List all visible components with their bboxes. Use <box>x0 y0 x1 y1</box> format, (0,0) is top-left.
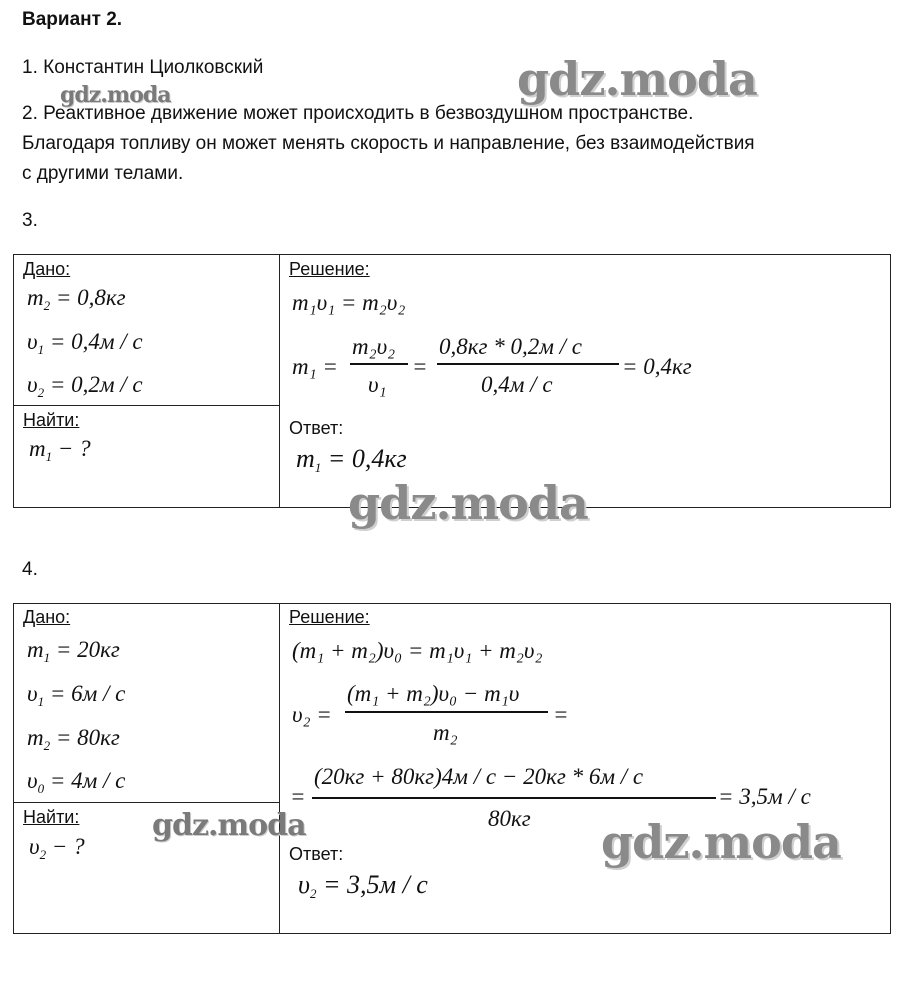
problem-3-equation-1: m₁υ₁ = m₂υ₂ <box>292 290 406 315</box>
answer-2-line-3: с другими телами. <box>22 163 184 184</box>
problem-3-find: $m_1$ − ? <box>29 436 91 464</box>
problem-3-fraction-1-denominator: υ₁ <box>368 372 387 397</box>
problem-4-fraction-2-numerator: (20кг + 80кг)4м / с − 20кг * 6м / с <box>314 764 644 789</box>
problem-4-equation-3-result: = 3,5м / с <box>718 784 811 809</box>
problem-3-fraction-2-denominator: 0,4м / с <box>481 372 553 397</box>
problem-4-answer-label: Ответ: <box>289 844 344 864</box>
problem-3-given-divider <box>13 405 280 406</box>
problem-4-given-1: $m_1 = 20кг$ <box>27 637 120 665</box>
problem-4-equation-2-lhs: υ₂ = <box>292 702 332 727</box>
problem-3-fraction-2-numerator: 0,8кг * 0,2м / с <box>439 334 583 359</box>
problem-4-fraction-1-denominator: m₂ <box>433 720 458 745</box>
variant-title: Вариант 2. <box>22 9 123 30</box>
problem-4-number: 4. <box>22 559 38 580</box>
problem-4-equation-1: (m₁ + m₂)υ₀ = m₁υ₁ + m₂υ₂ <box>292 638 543 663</box>
problem-4-fraction-1-bar <box>345 711 548 713</box>
problem-3-answer: $m_1 = 0,4кг$ <box>296 444 407 475</box>
problem-3-divider <box>279 254 280 508</box>
watermark-middle: gdz.moda <box>348 476 588 530</box>
problem-3-equation-2-result: = 0,4кг <box>622 354 692 379</box>
problem-3-given-3: $\upsilon_2 = 0,2м / с$ <box>27 372 143 400</box>
watermark-top-left: gdz.moda <box>60 82 171 108</box>
problem-4-find: $\upsilon_2$ − ? <box>29 834 85 862</box>
problem-4-given-2: $\upsilon_1 = 6м / с$ <box>27 681 126 709</box>
problem-3-fraction-1-bar <box>350 363 408 365</box>
problem-4-answer: $\upsilon_2 = 3,5м / с$ <box>298 870 428 901</box>
problem-4-equation-2-tail: = <box>553 702 569 727</box>
problem-4-divider <box>279 603 280 934</box>
problem-4-given-label: Дано: <box>23 607 71 627</box>
problem-4-fraction-1-numerator: (m₁ + m₂)υ₀ − m₁υ <box>347 681 520 706</box>
problem-3-given-1: $m_2 = 0,8кг$ <box>27 285 126 313</box>
watermark-bottom-right: gdz.moda <box>601 815 841 869</box>
problem-3-number: 3. <box>22 210 38 231</box>
problem-3-given-2: $\upsilon_1 = 0,4м / с$ <box>27 329 143 357</box>
problem-3-table <box>13 254 891 508</box>
answer-2-line-2: Благодаря топливу он может менять скорость и направление, без взаимодействия <box>22 133 755 154</box>
problem-4-equation-3-lead: = <box>290 784 306 809</box>
watermark-top-right: gdz.moda <box>517 52 757 106</box>
problem-4-given-4: $\upsilon_0 = 4м / с$ <box>27 768 126 796</box>
problem-3-given-label: Дано: <box>23 259 71 279</box>
problem-4-given-3: $m_2 = 80кг$ <box>27 725 120 753</box>
watermark-bottom-left: gdz.moda <box>152 808 306 843</box>
problem-3-equation-2-lhs: m₁ = <box>292 354 338 379</box>
problem-3-equation-2-equals: = <box>412 354 428 379</box>
problem-4-solution-label: Решение: <box>289 607 370 627</box>
problem-4-find-label: Найти: <box>23 807 80 827</box>
answer-2-line-1: 2. Реактивное движение может происходить в безвоздушном пространстве. <box>22 103 694 124</box>
problem-3-solution-label: Решение: <box>289 259 370 279</box>
problem-3-fraction-2-bar <box>437 363 619 365</box>
problem-4-given-divider <box>13 802 280 803</box>
problem-3-answer-label: Ответ: <box>289 418 344 438</box>
answer-1: 1. Константин Циолковский <box>22 57 264 78</box>
problem-3-find-label: Найти: <box>23 410 80 430</box>
problem-4-fraction-2-denominator: 80кг <box>488 806 531 831</box>
problem-4-fraction-2-bar <box>312 797 716 799</box>
problem-3-fraction-1-numerator: m₂υ₂ <box>352 334 396 359</box>
